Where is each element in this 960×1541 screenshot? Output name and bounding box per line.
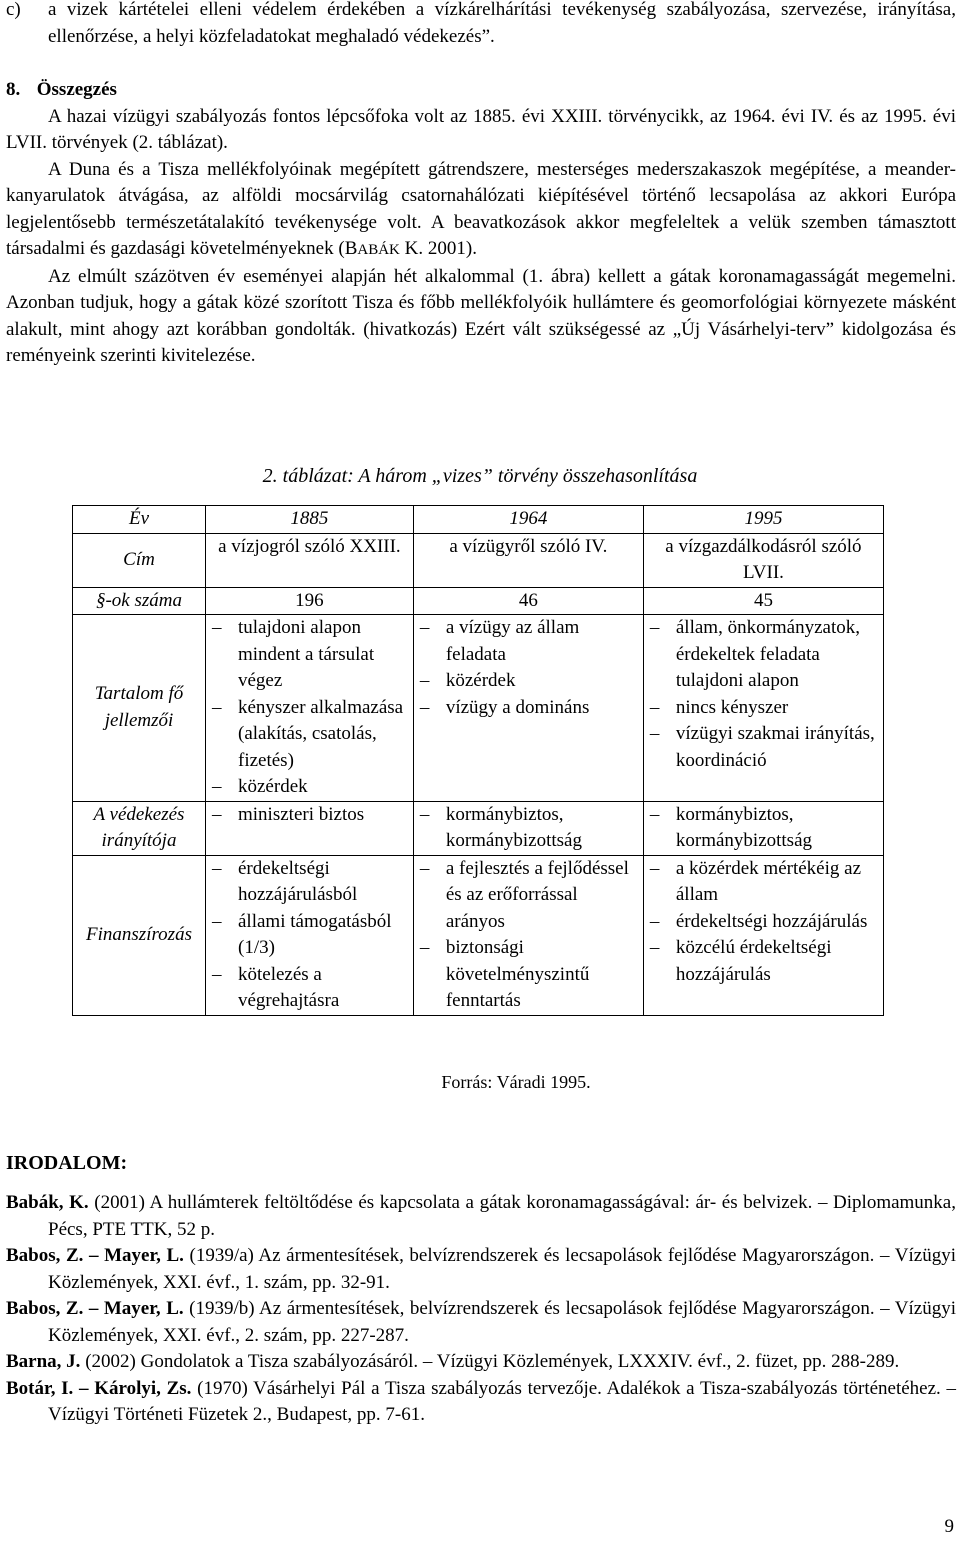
dash-list-item: – kormánybiztos, kormánybizottság xyxy=(648,802,879,855)
dash-list-item: – tulajdoni alapon mindent a társulat végez xyxy=(210,615,409,695)
content-1995-list xyxy=(648,615,879,774)
table-source: Forrás: Váradi 1995. xyxy=(441,1072,591,1092)
reference-text: (1939/a) Az ármentesítések, belvízrendszerek és lecsapolások fejlődése Magyarországon. – Vízügyi Közlemények, XXI. évf., 1. szám, pp. 32-91. xyxy=(48,1245,956,1293)
comparison-table xyxy=(72,505,884,1016)
content-1964-list xyxy=(418,615,639,721)
control-1885 xyxy=(206,801,414,855)
list-item-c xyxy=(6,0,956,50)
list-item-text: a vizek kártételei elleni védelem érdekében a vízkárelhárítási tevékenység szabályozása, szervezése, irányítása, ellenőrzése, a helyi közfeladatokat meghaladó védekezés”. xyxy=(48,0,956,47)
dash-list-item: – kötelezés a végrehajtásra xyxy=(210,962,409,1015)
reference-text: (1939/b) Az ármentesítések, belvízrendszerek és lecsapolások fejlődése Magyarországon. – Vízügyi Közlemények, XXI. évf., 2. szám, pp. 227-287. xyxy=(48,1298,956,1346)
dash-list-item: – érdekeltségi hozzájárulásból xyxy=(210,856,409,909)
dash-list-item: – a közérdek mértékéig az állam xyxy=(648,856,879,909)
section-title: Összegzés xyxy=(36,79,117,100)
table-row-title xyxy=(73,533,884,587)
section-heading xyxy=(6,77,956,104)
header-year-1995: 1995 xyxy=(643,506,883,534)
finance-1964 xyxy=(413,855,643,1015)
reference-authors: Barna, J. xyxy=(6,1351,81,1372)
finance-1995-list xyxy=(648,856,879,989)
paragraph-3: Az elmúlt százötven év eseményei alapján hét alkalommal (1. ábra) kellett a gátak koronamagasságát megemelni. Azonban tudjuk, hogy a gátak közé szorított Tisza és főbb mellékfolyóik hullámtere és geomorfológiai környezete másként alakult, mint ahogy azt korábban gondolták. (hivatkozás) Ezért vált szükségessé az „Új Vásárhelyi-terv” kidolgozása és reményeink szerinti kivitelezése. xyxy=(6,265,956,366)
dash-list-item: – állam, önkormányzatok, érdekeltek feladata tulajdoni alapon xyxy=(648,615,879,695)
title-1995: a vízgazdálkodásról szóló LVII. xyxy=(643,533,883,587)
section-summary xyxy=(6,77,956,370)
finance-1885 xyxy=(206,855,414,1015)
count-1885: 196 xyxy=(206,587,414,615)
header-year-1885: 1885 xyxy=(206,506,414,534)
dash-list-item: – biztonsági követelményszintű fenntartás xyxy=(418,935,639,1015)
row-label-finance: Finanszírozás xyxy=(73,855,206,1015)
title-1964: a vízügyről szóló IV. xyxy=(413,533,643,587)
paragraph-2 xyxy=(6,157,956,264)
dash-list-item: – közérdek xyxy=(418,668,639,695)
dash-list-item: – érdekeltségi hozzájárulás xyxy=(648,909,879,936)
dash-list-item: – közcélú érdekeltségi hozzájárulás xyxy=(648,935,879,988)
table-header-row xyxy=(73,506,884,534)
reference-text: (2002) Gondolatok a Tisza szabályozásáról. – Vízügyi Közlemények, LXXXIV. évf., 2. füzet, pp. 288-289. xyxy=(80,1351,900,1372)
references-list xyxy=(6,1190,956,1429)
reference-authors: Botár, I. – Károlyi, Zs. xyxy=(6,1377,192,1399)
control-1995 xyxy=(643,801,883,855)
section-number: 8. xyxy=(6,79,21,100)
table-row-count xyxy=(73,587,884,615)
control-1964-list xyxy=(418,802,639,855)
reference-entry xyxy=(6,1296,956,1349)
dash-list-item: – vízügyi szakmai irányítás, koordináció xyxy=(648,721,879,774)
content-1885 xyxy=(206,615,414,802)
header-year-1964: 1964 xyxy=(413,506,643,534)
count-1964: 46 xyxy=(413,587,643,615)
dash-list-item: – kormánybiztos, kormánybizottság xyxy=(418,802,639,855)
content-1995 xyxy=(643,615,883,802)
paragraph-1: A hazai vízügyi szabályozás fontos lépcsőfoka volt az 1885. évi XXIII. törvénycikk, az 1964. évi IV. és az 1995. évi LVII. törvények (2. táblázat). xyxy=(6,105,956,153)
reference-text: (1970) Vásárhelyi Pál a Tisza szabályozás tervezője. Adalékok a Tisza-szabályozás történetéhez. – Vízügyi Történeti Füzetek 2., Budapest, pp. 7-61. xyxy=(48,1377,956,1425)
dash-list-item: – közérdek xyxy=(210,774,409,801)
dash-list-item: – a vízügy az állam feladata xyxy=(418,615,639,668)
dash-list-item: – miniszteri biztos xyxy=(210,802,409,829)
control-1964 xyxy=(413,801,643,855)
table-row-control xyxy=(73,801,884,855)
dash-list-item: – állami támogatásból (1/3) xyxy=(210,909,409,962)
dash-list-item: – a fejlesztés a fejlődéssel és az erőforrással arányos xyxy=(418,856,639,936)
reference-entry xyxy=(6,1190,956,1243)
dash-list-item: – kényszer alkalmazása (alakítás, csatolás, fizetés) xyxy=(210,695,409,775)
title-1885: a vízjogról szóló XXIII. xyxy=(206,533,414,587)
finance-1885-list xyxy=(210,856,409,1015)
finance-1964-list xyxy=(418,856,639,1015)
control-1995-list xyxy=(648,802,879,855)
reference-text: (2001) A hullámterek feltöltődése és kapcsolata a gátak koronamagasságával: ár- és belvizek. – Diplomamunka, Pécs, PTE TTK, 52 p. xyxy=(48,1192,956,1240)
row-label-count: §-ok száma xyxy=(73,587,206,615)
content-1885-list xyxy=(210,615,409,801)
reference-authors: Babák, K. xyxy=(6,1192,89,1213)
references-heading: IRODALOM: xyxy=(6,1152,128,1174)
citation-initial: B xyxy=(344,238,358,259)
header-label: Év xyxy=(73,506,206,534)
reference-entry xyxy=(6,1349,956,1376)
finance-1995 xyxy=(643,855,883,1015)
list-item-label: c) xyxy=(6,0,21,20)
citation-tail: K. 2001). xyxy=(399,238,477,259)
page-number: 9 xyxy=(944,1516,954,1537)
content-1964 xyxy=(413,615,643,802)
dash-list-item: – vízügy a domináns xyxy=(418,695,639,722)
row-label-title: Cím xyxy=(73,533,206,587)
reference-entry xyxy=(6,1376,956,1429)
citation-smallcaps: ABÁK xyxy=(357,242,400,258)
table-caption: 2. táblázat: A három „vizes” törvény összehasonlítása xyxy=(262,465,698,487)
reference-authors: Babos, Z. – Mayer, L. xyxy=(6,1245,184,1266)
paragraph-2-text: A Duna és a Tisza mellékfolyóinak megépített gátrendszere, mesterséges mederszakaszok megépítése, a meander-kanyarulatok átvágása, az alföldi mocsárvilág csatornahálózati kiépítésével történő lecsapolása az akkori Európa legjelentősebb természetátalakító tevékenysége volt. A beavatkozások akkor megfeleltek a velük szemben támasztott társadalmi és gazdasági követelményeknek ( xyxy=(6,158,956,259)
count-1995: 45 xyxy=(643,587,883,615)
row-label-control: A védekezés irányítója xyxy=(73,801,206,855)
reference-authors: Babos, Z. – Mayer, L. xyxy=(6,1298,184,1319)
table-row-finance xyxy=(73,855,884,1015)
table-row-content xyxy=(73,615,884,802)
reference-entry xyxy=(6,1243,956,1296)
control-1885-list xyxy=(210,802,409,829)
row-label-content: Tartalom fő jellemzői xyxy=(73,615,206,802)
dash-list-item: – nincs kényszer xyxy=(648,695,879,722)
